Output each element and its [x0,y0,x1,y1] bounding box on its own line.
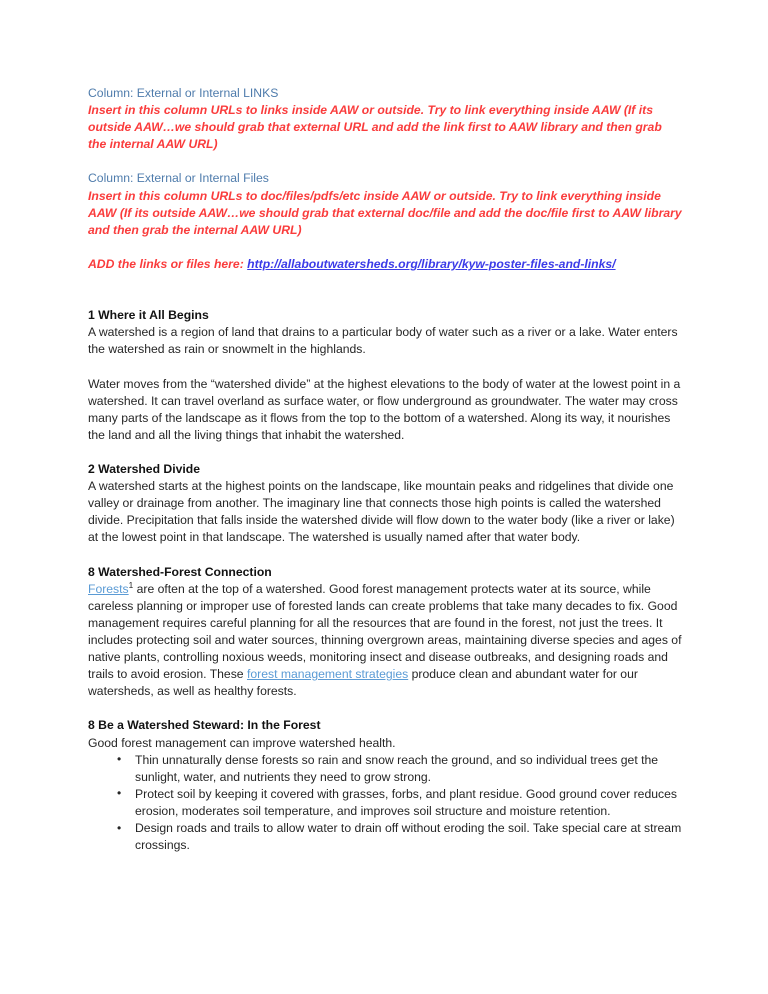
section-1-title: 1 Where it All Begins [88,308,209,323]
section-2-paragraph-1: A watershed starts at the highest points on the landscape, like mountain peaks and ridgelines that divide one valley or drainage from another. The imaginary line that connects those high points is called the watershed divide. Precipitation that falls inside the watershed divide will flow down to the water body (like a river or lake) at the lowest point in that landscape. The watershed is usually named after that water body. [88,479,675,545]
column-files-instruction: Insert in this column URLs to doc/files/pdfs/etc inside AAW or outside. Try to link everything inside AAW (If its outside AAW…we should grab that external doc/file and add the doc/file first to AAW library and then grab the internal AAW URL) [88,188,682,237]
section-1-paragraph-2: Water moves from the “watershed divide” at the highest elevations to the body of water at the lowest point in a watershed. It can travel overland as surface water, or flow underground as groundwater. The water may cross many parts of the landscape as it flows from the top to the bottom of a watershed. Along its way, it nourishes the land and all the living things that inhabit the watershed. [88,376,681,442]
section-4-title: 8 Be a Watershed Steward: In the Forest [88,718,321,733]
list-item: • Design roads and trails to allow water to drain off without eroding the soil. Take special care at stream crossings. [88,820,682,854]
paragraph-spacer [88,547,682,564]
column-files-heading: Column: External or Internal Files [88,171,269,186]
paragraph-spacer [88,444,682,461]
steward-bullet-list [88,752,682,855]
column-links-heading: Column: External or Internal LINKS [88,86,279,100]
section-1-paragraph-1: A watershed is a region of land that drains to a particular body of water such as a river or a lake. Water enters the watershed as rain or snowmelt in the highlands. [88,325,678,357]
section-2-title: 2 Watershed Divide [88,462,200,477]
document-body [88,85,682,854]
block-spacer [88,153,682,170]
poster-files-and-links-url[interactable]: http://allaboutwatersheds.org/library/kyw-poster-files-and-links/ [247,256,616,271]
block-spacer [88,239,682,256]
section-3-text-part-1: are often at the top of a watershed. Good forest management protects water at its source, while careless planning or improper use of forested lands can create problems that take many decades to fix. Good management requires careful planning for all the resources that are found in the forest, not just the trees. It includes protecting soil and water sources, thinning overgrown areas, maintaining diverse species and ages of native plants, controlling noxious weeds, monitoring insect and disease outbreaks, and designing roads and trails to avoid erosion. These [88,581,682,682]
section-3-title: 8 Watershed-Forest Connection [88,564,272,579]
footnote-marker: 1 [128,579,134,590]
paragraph-spacer [88,359,682,376]
forests-link[interactable]: Forests [88,581,129,596]
section-3-paragraph [88,581,682,701]
block-spacer [88,273,682,290]
list-item: • Protect soil by keeping it covered with grasses, forbs, and plant residue. Good ground cover reduces erosion, moderates soil temperature, and improves soil structure and moisture retention. [88,786,682,820]
forest-management-strategies-link[interactable]: forest management strategies [246,667,409,682]
add-links-line [88,256,682,273]
section-3-text-part-2: produce clean and abundant water for our watersheds, as well as healthy forests. [88,667,638,699]
paragraph-spacer [88,700,682,717]
section-4-intro: Good forest management can improve watershed health. [88,735,396,750]
column-links-instruction: Insert in this column URLs to links inside AAW or outside. Try to link everything inside AAW (If its outside AAW…we should grab that external URL and add the link first to AAW library and then grab the internal AAW URL) [88,103,662,152]
block-spacer [88,290,682,307]
list-item: • Thin unnaturally dense forests so rain and snow reach the ground, and so individual trees get the sunlight, water, and nutrients they need to grow strong. [88,752,682,786]
add-links-prefix: ADD the links or files here: [88,256,248,271]
